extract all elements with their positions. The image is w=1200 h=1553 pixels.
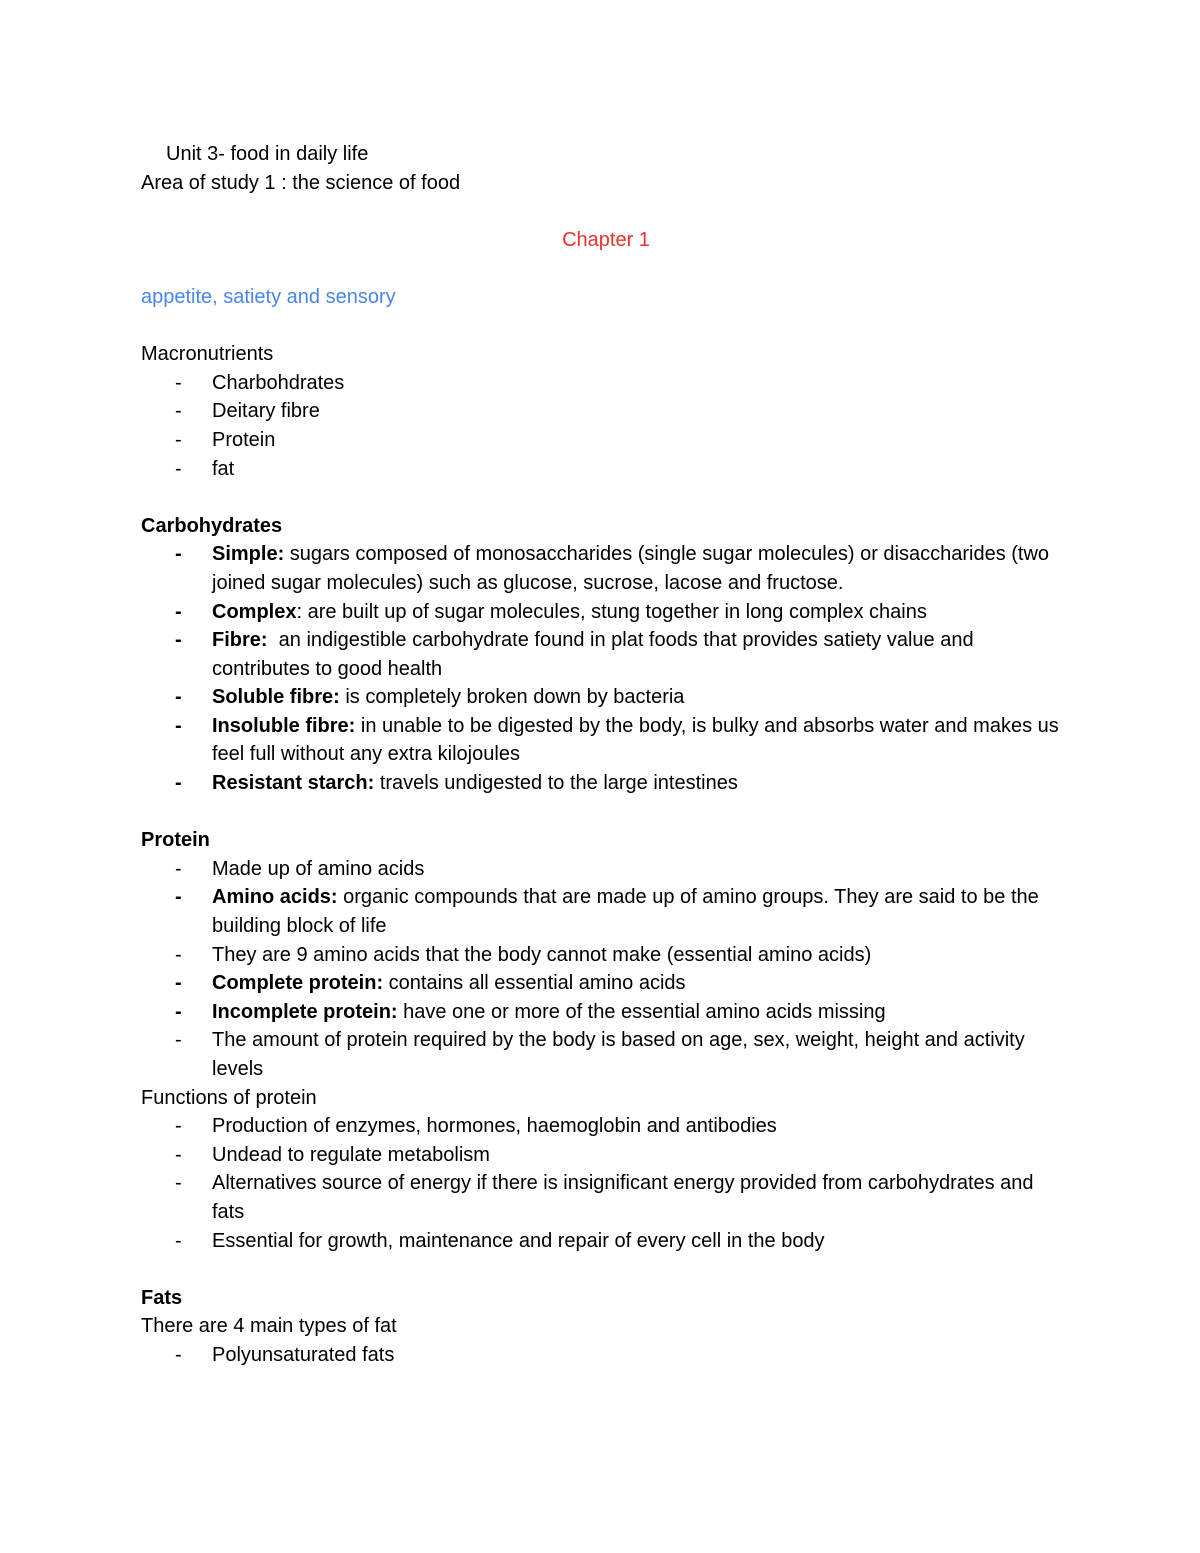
spacer <box>141 197 1071 226</box>
term: Amino acids: <box>212 886 338 909</box>
definition: travels undigested to the large intestines <box>374 772 738 795</box>
list-item <box>141 769 1071 798</box>
dash-bullet: - <box>175 1172 182 1195</box>
dash-bullet: - <box>175 600 182 623</box>
definition: in unable to be digested by the body, is bulky and absorbs water and makes us feel full without any extra kilojoules <box>212 714 1059 766</box>
chapter-heading: Chapter 1 <box>562 228 650 251</box>
list-item <box>141 598 1071 627</box>
definition: The amount of protein required by the body is based on age, sex, weight, height and activity levels <box>212 1029 1025 1080</box>
list-item <box>141 998 1071 1027</box>
list-item: - Essential for growth, maintenance and repair of every cell in the body <box>141 1227 1071 1256</box>
dash-bullet: - <box>175 1143 182 1166</box>
dash-bullet: - <box>175 857 182 880</box>
dash-bullet: - <box>175 1000 182 1023</box>
list-item <box>141 941 1071 970</box>
list-item: - fat <box>141 455 1071 484</box>
dash-bullet: - <box>175 1229 182 1252</box>
definition: organic compounds that are made up of amino groups. They are said to be the building block of life <box>212 886 1039 938</box>
definition: : are built up of sugar molecules, stung together in long complex chains <box>296 600 927 623</box>
definition: Made up of amino acids <box>212 857 425 880</box>
macronutrients-title: Macronutrients <box>141 343 274 366</box>
dash-bullet: - <box>175 1115 182 1138</box>
list-item <box>141 1026 1071 1083</box>
spacer <box>141 312 1071 341</box>
term: Simple: <box>212 543 285 566</box>
definition: They are 9 amino acids that the body cannot make (essential amino acids) <box>212 943 872 966</box>
macronutrients-list <box>141 369 1071 483</box>
dash-bullet: - <box>175 714 182 737</box>
definition: sugars composed of monosaccharides (single sugar molecules) or disaccharides (two joined sugar molecules) such as glucose, sucrose, lacose and fructose. <box>212 543 1050 594</box>
list-item: - Alternatives source of energy if there is insignificant energy provided from carbohydrates and fats <box>141 1169 1071 1226</box>
dash-bullet: - <box>175 1343 182 1366</box>
list-item <box>141 626 1071 683</box>
term: Resistant starch: <box>212 772 375 795</box>
dash-bullet: - <box>175 543 182 566</box>
list-item <box>141 683 1071 712</box>
list-item <box>141 540 1071 597</box>
spacer <box>141 254 1071 283</box>
term: Complex <box>212 600 297 623</box>
carbohydrates-title: Carbohydrates <box>141 514 283 537</box>
dash-bullet: - <box>175 686 182 709</box>
dash-bullet: - <box>175 371 182 394</box>
dash-bullet: - <box>175 886 182 909</box>
spacer <box>141 483 1071 512</box>
definition: contains all essential amino acids <box>383 972 686 995</box>
list-item: - Charbohdrates <box>141 369 1071 398</box>
term: Incomplete protein: <box>212 1000 398 1023</box>
carbohydrates-list <box>141 540 1071 797</box>
protein-title: Protein <box>141 829 210 852</box>
term: Complete protein: <box>212 972 384 995</box>
dash-bullet: - <box>175 943 182 966</box>
spacer <box>141 1255 1071 1284</box>
list-item: - Undead to regulate metabolism <box>141 1141 1071 1170</box>
definition: an indigestible carbohydrate found in plat foods that provides satiety value and contributes to good health <box>212 629 980 680</box>
functions-of-protein-title: Functions of protein <box>141 1086 317 1109</box>
list-item <box>141 855 1071 884</box>
list-item <box>141 883 1071 940</box>
dash-bullet: - <box>175 457 182 480</box>
fats-intro: There are 4 main types of fat <box>141 1315 397 1338</box>
functions-of-protein-list <box>141 1112 1071 1255</box>
term: Insoluble fibre: <box>212 714 356 737</box>
dash-bullet: - <box>175 428 182 451</box>
fats-list <box>141 1341 1071 1370</box>
list-item <box>141 969 1071 998</box>
term: Soluble fibre: <box>212 686 340 709</box>
area-of-study: Area of study 1 : the science of food <box>141 171 461 194</box>
unit-title: Unit 3- food in daily life <box>166 143 369 165</box>
list-item: - Polyunsaturated fats <box>141 1341 1071 1370</box>
document-body <box>141 140 1071 1370</box>
dash-bullet: - <box>175 629 182 652</box>
definition: is completely broken down by bacteria <box>339 686 685 709</box>
list-item: - Protein <box>141 426 1071 455</box>
definition: have one or more of the essential amino acids missing <box>397 1000 886 1023</box>
term: Fibre: <box>212 629 268 652</box>
dash-bullet: - <box>175 972 182 995</box>
dash-bullet: - <box>175 400 182 423</box>
protein-list <box>141 855 1071 1084</box>
dash-bullet: - <box>175 1029 182 1052</box>
list-item <box>141 712 1071 769</box>
topic-heading: appetite, satiety and sensory <box>141 285 396 308</box>
fats-title: Fats <box>141 1286 183 1309</box>
list-item: - Deitary fibre <box>141 397 1071 426</box>
dash-bullet: - <box>175 772 182 795</box>
spacer <box>141 798 1071 827</box>
list-item: - Production of enzymes, hormones, haemoglobin and antibodies <box>141 1112 1071 1141</box>
